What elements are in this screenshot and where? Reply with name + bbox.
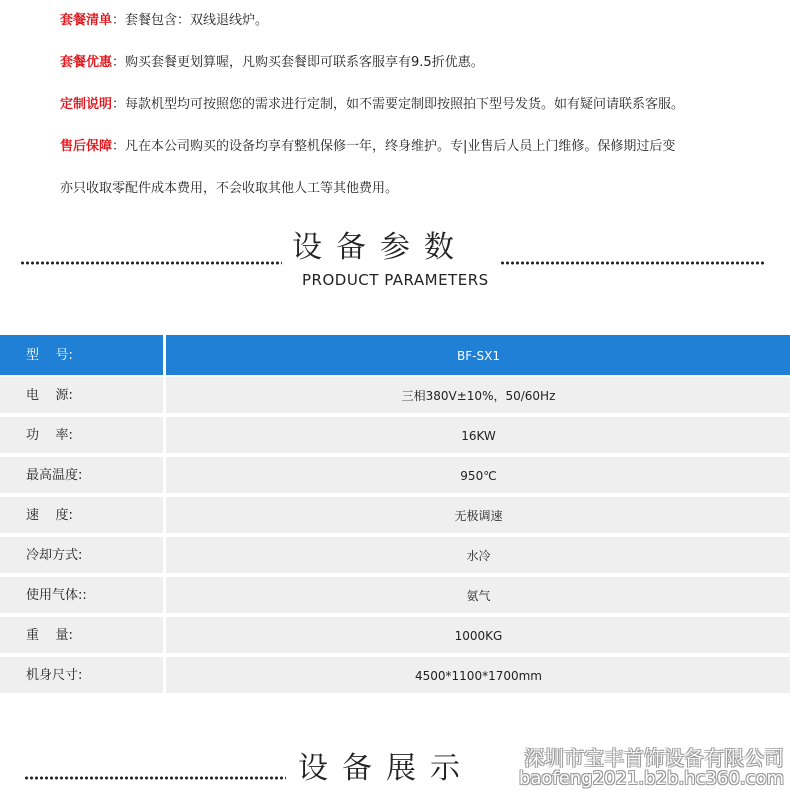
params-section-title: 设备参数 [292,230,468,265]
row-label: 重 量: [26,628,73,643]
info-line-discount [60,54,484,72]
row-label: 电 源: [26,388,73,403]
column-separator [163,457,166,493]
table-row [0,617,790,653]
info-text: ：购买套餐更划算喔，凡购买套餐即可联系客服享有9.5折优惠。 [112,55,484,70]
info-label: 定制说明 [60,97,113,112]
row-value: 16KW [461,429,496,443]
divider-left [20,261,282,265]
table-row [0,377,790,413]
row-label: 机身尺寸: [26,668,83,683]
table-row [0,457,790,493]
row-value: 氨气 [466,589,491,603]
column-separator [163,417,166,453]
row-value: 水冷 [466,549,491,563]
info-line-continuation [60,180,398,198]
table-row [0,577,790,613]
divider-right [500,261,765,265]
info-text: ：凡在本公司购买的设备均享有整机保修一年，终身维护。专|业售后人员上门维修。保修期过后变 [112,139,676,154]
row-label: 使用气体:: [26,588,87,603]
table-row [0,497,790,533]
row-label: 速 度: [26,508,73,523]
watermark-company: 深圳市宝丰首饰设备有限公司 [524,746,784,770]
column-separator [163,335,166,375]
row-value: 无极调速 [454,509,503,523]
info-text: ：每款机型均可按照您的需求进行定制，如不需要定制即按照拍下型号发货。如有疑问请联系客服。 [112,97,685,112]
row-label: 冷却方式: [26,548,83,563]
row-value: 950℃ [460,469,497,483]
column-separator [163,537,166,573]
info-line-package [60,12,268,30]
row-value: BF-SX1 [457,349,500,363]
params-table [0,335,790,697]
column-separator [163,617,166,653]
column-separator [163,377,166,413]
info-line-customization [60,96,684,114]
row-value: 三相380V±10%，50/60Hz [401,389,556,403]
table-row [0,657,790,693]
watermark-site: baofeng2021.b2b.hc360.com [518,768,784,789]
row-value: 1000KG [454,629,503,643]
column-separator [163,657,166,693]
row-label: 型 号: [26,348,73,363]
column-separator [163,497,166,533]
info-label: 售后保障 [60,139,113,154]
display-section-title: 设备展示 [298,751,474,786]
info-line-aftersales [60,138,675,156]
row-value: 4500*1100*1700mm [415,669,542,683]
info-text: ：套餐包含：双线退线炉。 [112,13,269,28]
params-section-subtitle: PRODUCT PARAMETERS [302,271,489,289]
table-row [0,417,790,453]
column-separator [163,577,166,613]
divider-left [24,776,286,780]
info-label: 套餐优惠 [60,55,113,70]
info-label: 套餐清单 [60,13,113,28]
table-header-row [0,335,790,375]
table-row [0,537,790,573]
info-text: 亦只收取零配件成本费用，不会收取其他人工等其他费用。 [60,181,399,196]
row-label: 最高温度: [26,468,83,483]
row-label: 功 率: [26,428,73,443]
